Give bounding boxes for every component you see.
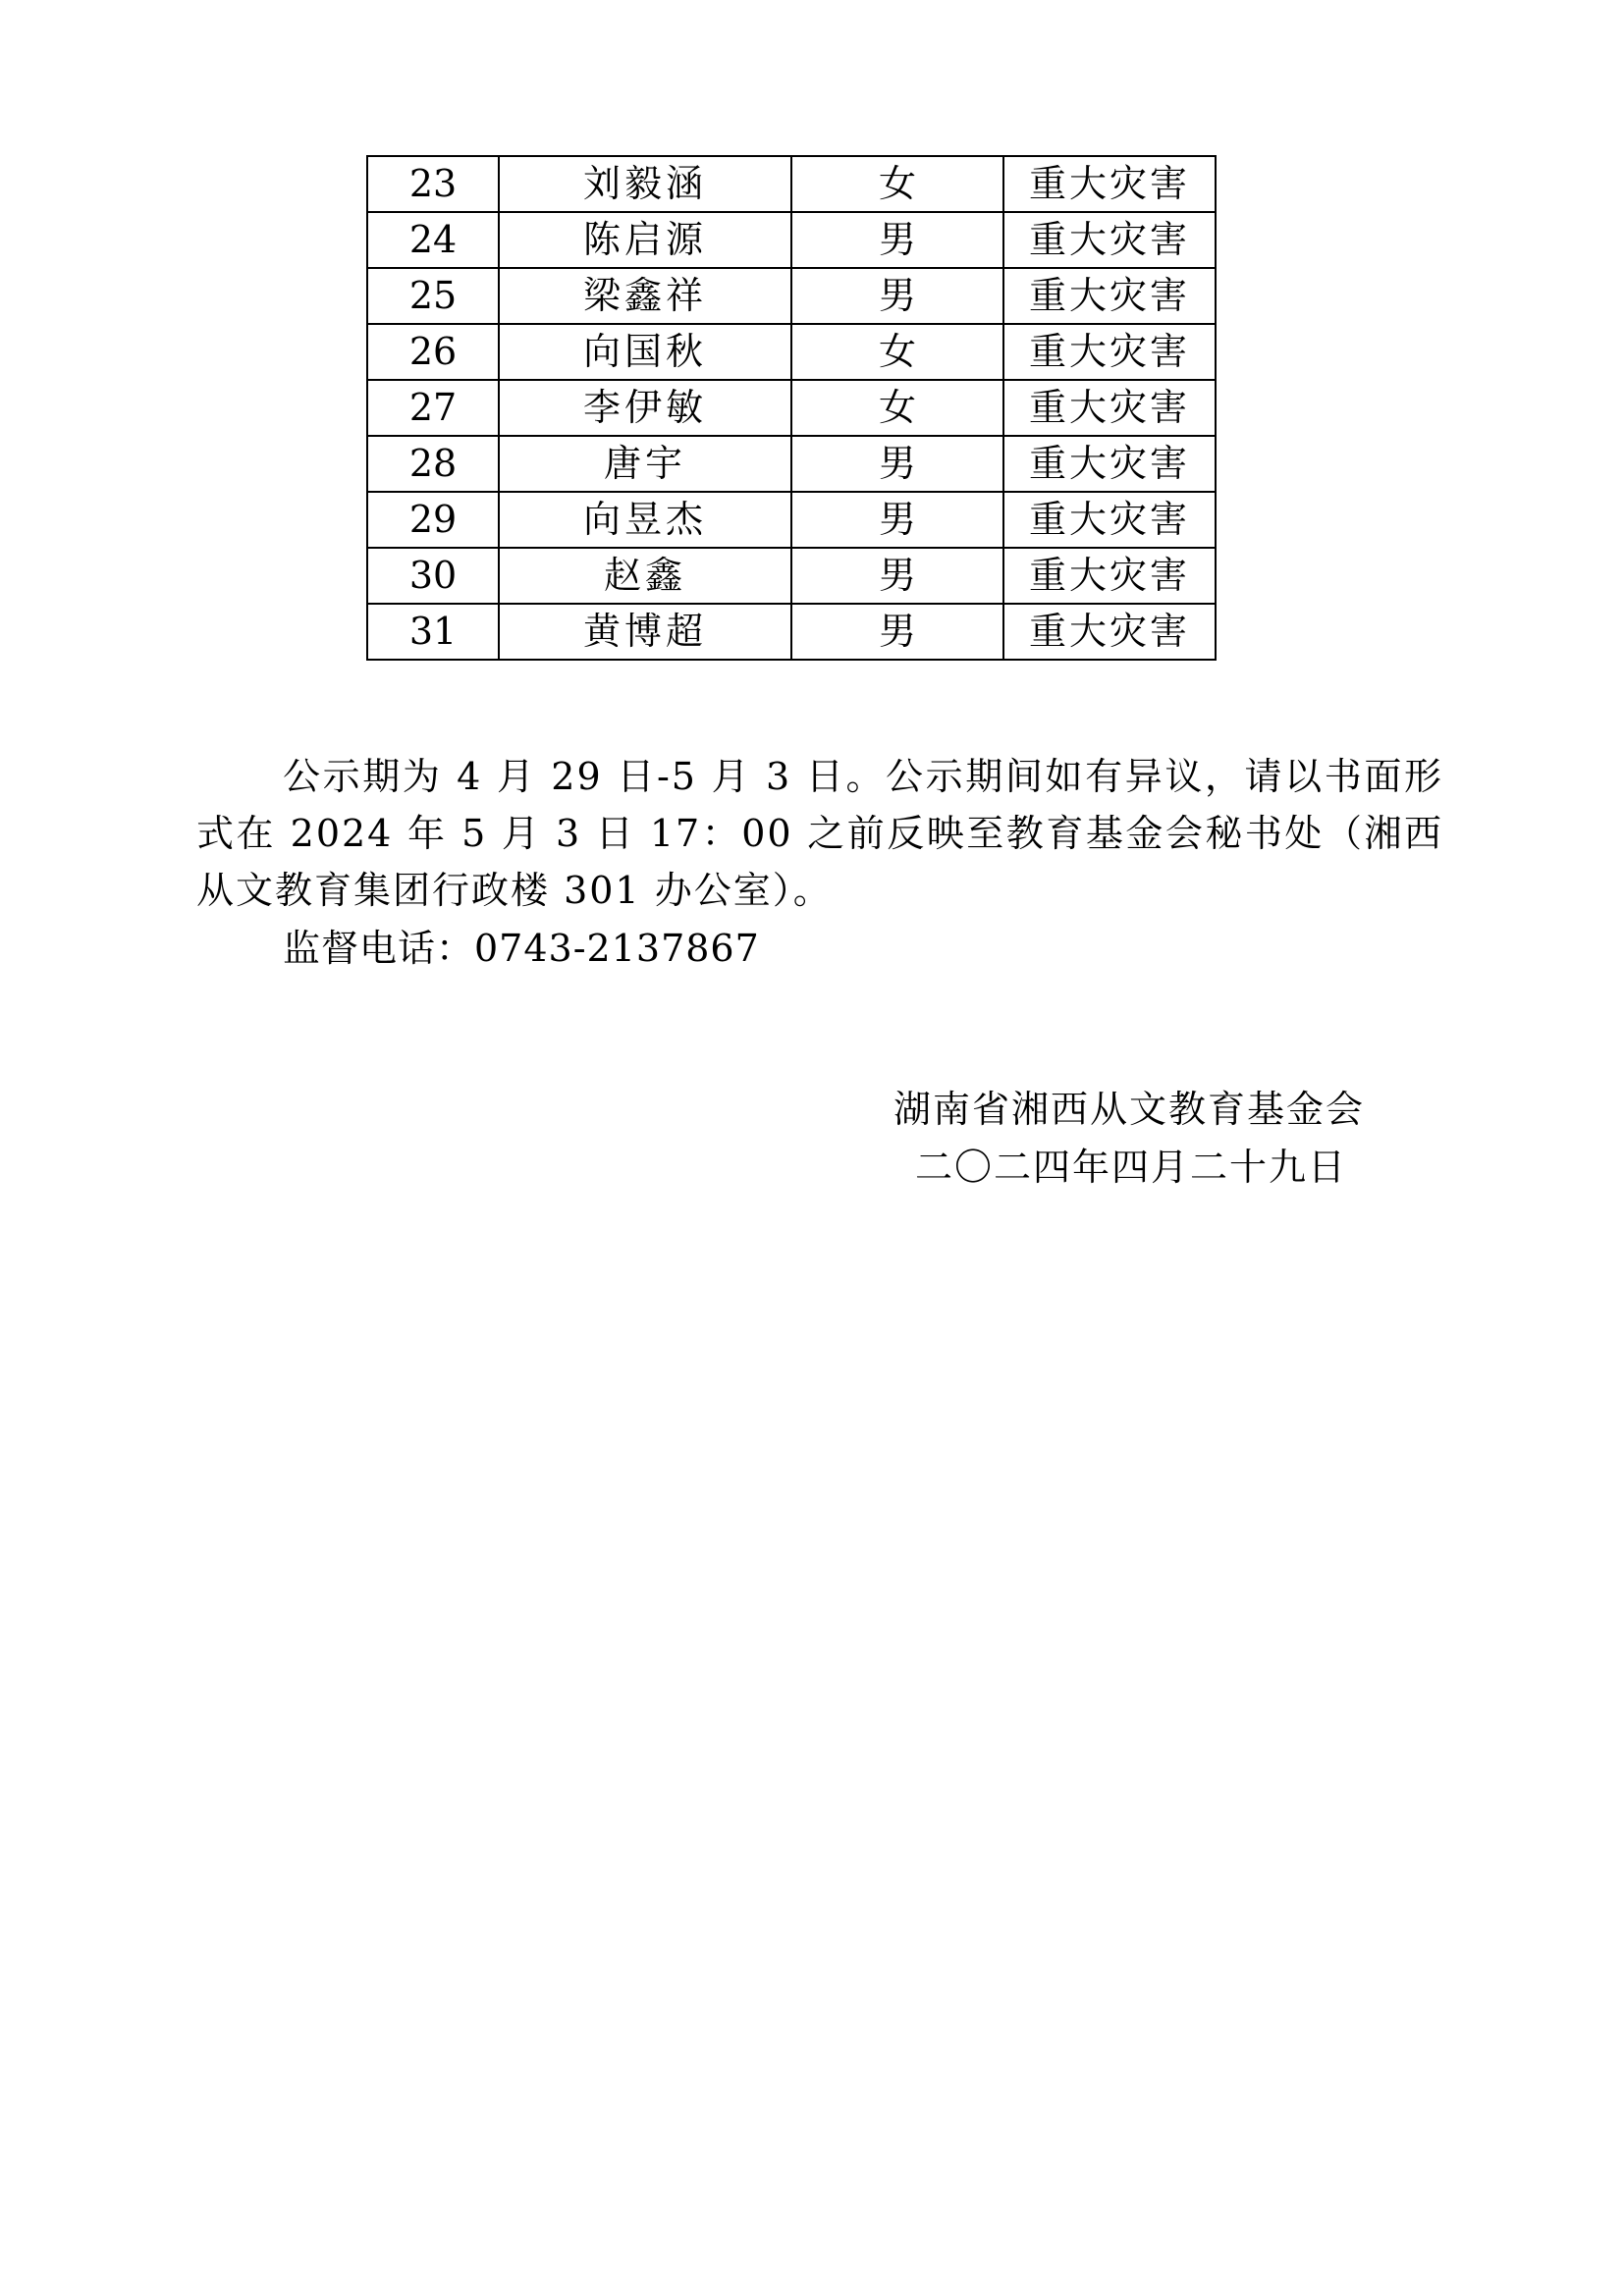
student-gender: 男 — [791, 212, 1003, 268]
recipient-table-body — [367, 156, 1216, 660]
student-gender: 女 — [791, 324, 1003, 380]
row-number: 29 — [367, 492, 499, 548]
student-gender: 女 — [791, 156, 1003, 212]
table-row — [367, 324, 1216, 380]
student-gender: 男 — [791, 492, 1003, 548]
student-gender: 男 — [791, 604, 1003, 660]
aid-reason: 重大灾害 — [1003, 492, 1216, 548]
student-gender: 男 — [791, 436, 1003, 492]
student-name: 陈启源 — [499, 212, 791, 268]
student-gender: 男 — [791, 548, 1003, 604]
row-number: 30 — [367, 548, 499, 604]
aid-reason: 重大灾害 — [1003, 548, 1216, 604]
aid-reason: 重大灾害 — [1003, 268, 1216, 324]
student-name: 刘毅涵 — [499, 156, 791, 212]
row-number: 28 — [367, 436, 499, 492]
table-row — [367, 380, 1216, 436]
notice-text: 公示期为 4 月 29 日-5 月 3 日。公示期间如有异议，请以书面形式在 2024 年 5 月 3 日 17：00 之前反映至教育基金会秘书处（湘西从文教育集团行政楼 301 办公室）。 — [196, 755, 1443, 912]
aid-reason: 重大灾害 — [1003, 324, 1216, 380]
student-name: 李伊敏 — [499, 380, 791, 436]
row-number: 25 — [367, 268, 499, 324]
aid-reason: 重大灾害 — [1003, 156, 1216, 212]
student-gender: 男 — [791, 268, 1003, 324]
aid-reason: 重大灾害 — [1003, 604, 1216, 660]
notice-paragraph — [196, 748, 1443, 919]
row-number: 23 — [367, 156, 499, 212]
aid-reason: 重大灾害 — [1003, 380, 1216, 436]
student-name: 唐宇 — [499, 436, 791, 492]
table-row — [367, 268, 1216, 324]
student-gender: 女 — [791, 380, 1003, 436]
student-name: 梁鑫祥 — [499, 268, 791, 324]
student-name: 赵鑫 — [499, 548, 791, 604]
signature-date: 二〇二四年四月二十九日 — [915, 1146, 1348, 1189]
supervision-phone: 监督电话：0743-2137867 — [283, 927, 760, 970]
row-number: 31 — [367, 604, 499, 660]
table-row — [367, 492, 1216, 548]
student-name: 向昱杰 — [499, 492, 791, 548]
row-number: 26 — [367, 324, 499, 380]
aid-reason: 重大灾害 — [1003, 436, 1216, 492]
table-row — [367, 212, 1216, 268]
table-row — [367, 436, 1216, 492]
signature-organization: 湖南省湘西从文教育基金会 — [893, 1088, 1366, 1131]
aid-reason: 重大灾害 — [1003, 212, 1216, 268]
table-row — [367, 156, 1216, 212]
student-name: 向国秋 — [499, 324, 791, 380]
recipient-table — [366, 155, 1217, 661]
student-name: 黄博超 — [499, 604, 791, 660]
row-number: 24 — [367, 212, 499, 268]
table-row — [367, 604, 1216, 660]
row-number: 27 — [367, 380, 499, 436]
table-row — [367, 548, 1216, 604]
